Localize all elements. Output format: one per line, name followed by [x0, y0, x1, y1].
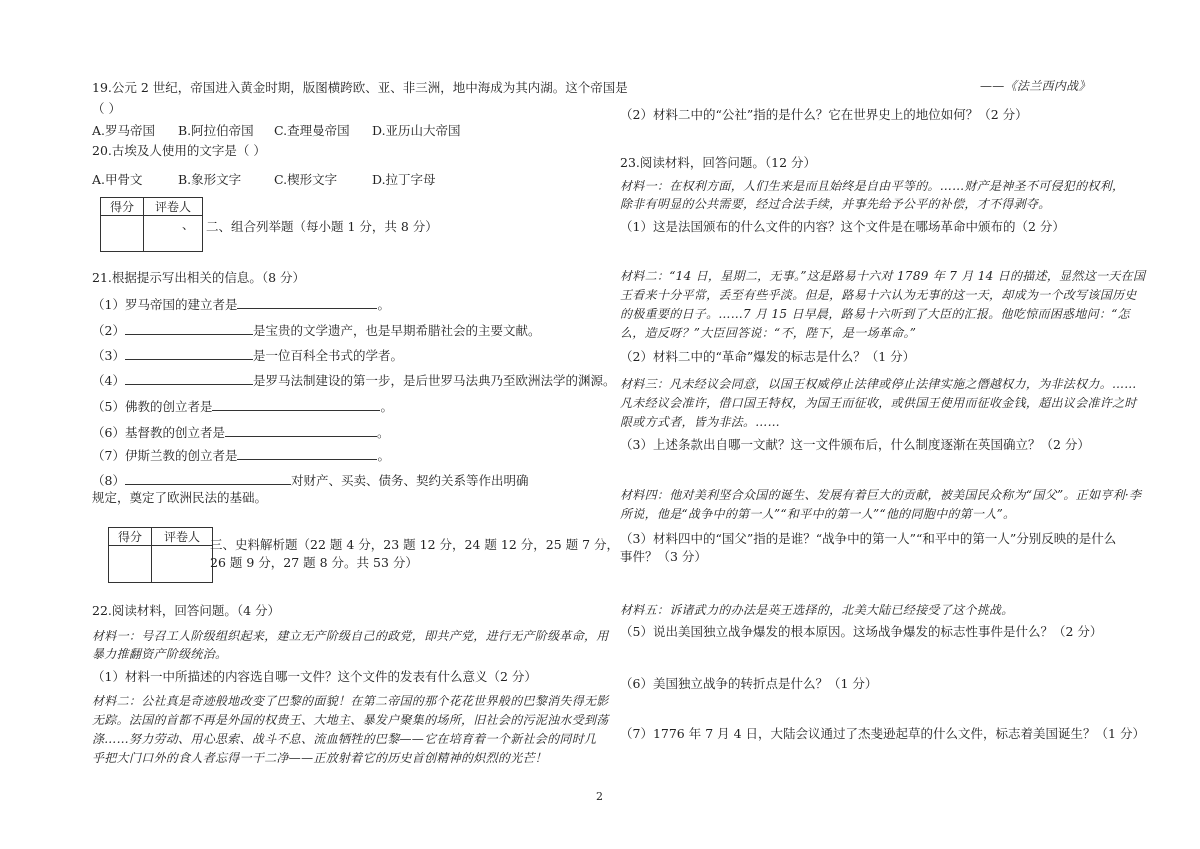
q19-option-a: A.罗马帝国	[92, 123, 156, 138]
material-5: 材料五：诉诸武力的办法是英王选择的，北美大陆已经接受了这个挑战。	[620, 603, 1014, 617]
q21-item-7: （7）伊斯兰教的创立者是 。	[92, 448, 390, 463]
q21-item-1: （1）罗马帝国的建立者是 。	[92, 297, 390, 312]
q22-material-1-continued: 暴力推翻资产阶级统治。	[92, 647, 228, 661]
q23-material-1-continued: 除非有明显的公共需要，经过合法手续，并事先给予公平的补偿，才不得剥夺。	[620, 197, 1051, 211]
score-box-section3	[108, 527, 213, 583]
q20-stem: 20.古埃及人使用的文字是（ ）	[92, 143, 266, 158]
q23-material-2: 材料二：“14 日，星期二，无事。”这是路易十六对 1789 年 7 月 14 日的描述，显然这一天在国	[620, 269, 1146, 283]
q21-item-3: （3） 是一位百科全书式的学者。	[92, 348, 403, 363]
section3-title: 三、史料解析题（22 题 4 分，23 题 12 分，24 题 12 分，25 题 7 分，	[210, 537, 620, 552]
q21-item-2: （2） 是宝贵的文学遗产，也是早期希腊社会的主要文献。	[92, 323, 541, 338]
q23-material-3: 材料三：凡未经议会同意，以国王权威停止法律或停止法律实施之僭越权力，为非法权力。……	[620, 377, 1137, 391]
section2-title: 二、组合列举题（每小题 1 分，共 8 分）	[206, 219, 438, 234]
question-3-continued: 事件？（3 分）	[620, 549, 707, 564]
q19-options	[92, 123, 461, 139]
material-source: ——《法兰西内战》	[980, 79, 1091, 93]
question-3-material-4: （3）材料四中的“国父”指的是谁？“战争中的第一人”“和平中的第一人”分别反映的是什么	[620, 531, 1117, 546]
answer-blank[interactable]	[125, 322, 253, 335]
q22-material-2-line2: 无踪。法国的首都不再是外国的权贵王、大地主、暴发户聚集的场所，旧社会的污泥浊水受到荡	[92, 713, 609, 727]
q19-paren: （ ）	[92, 101, 121, 116]
q23-material-3-line3: 限或方式者，皆为非法。……	[620, 415, 780, 429]
q23-material-2-line4: 么，造反呀？”大臣回答说：“不，陛下，是一场革命。”	[620, 326, 917, 340]
material-4: 材料四：他对美利坚合众国的诞生、发展有着巨大的贡献，被美国民众称为“国父”。正如亨利·李	[620, 488, 1142, 502]
page-number: 2	[596, 790, 603, 803]
q20-options	[92, 172, 436, 188]
question-7: （7）1776 年 7 月 4 日，大陆会议通过了杰斐逊起草的什么文件，标志着美国诞生？（1 分）	[620, 726, 1145, 741]
q20-option-c: C.楔形文字	[274, 172, 338, 187]
score-cell	[109, 546, 152, 583]
q20-option-a: A.甲骨文	[92, 172, 143, 187]
section3-title-continued: 26 题 9 分，27 题 8 分。共 53 分）	[210, 555, 418, 570]
q23-material-3-line2: 凡未经议会准许，借口国王特权，为国王而征收，或供国王使用而征收金钱，超出议会准许之时	[620, 396, 1137, 410]
score-cell	[101, 216, 144, 252]
q21-title: 21.根据提示写出相关的信息。（8 分）	[92, 270, 306, 285]
q22-material-2-line4: 乎把大门口外的食人者忘得一干二净——正放射着它的历史首创精神的炽烈的光芒！	[92, 751, 548, 765]
q23-material-2-line2: 王看来十分平常，丢至有些乎淡。但是，路易十六认为无事的这一天，却成为一个改写该国历史	[620, 288, 1137, 302]
q23-material-2-line3: 的极重要的日子。……7 月 15 日早晨，路易十六听到了大臣的汇报。他吃惊而困惑地问：“怎	[620, 307, 1130, 321]
grader-cell: 、	[144, 216, 203, 252]
q22-material-2-line3: 涤……努力劳动、用心思索、战斗不息、流血牺牲的巴黎——它在培育着一个新社会的同时几	[92, 732, 597, 746]
q22-title: 22.阅读材料，回答问题。（4 分）	[92, 603, 281, 618]
q22-material-1: 材料一：号召工人阶级组织起来，建立无产阶级自己的政党，即共产党，进行无产阶级革命，用	[92, 629, 609, 643]
q19-option-c: C.查理曼帝国	[274, 123, 350, 138]
q19-option-b: B.阿拉伯帝国	[178, 123, 254, 138]
grader-cell	[152, 546, 213, 583]
answer-blank[interactable]	[125, 372, 253, 385]
answer-blank[interactable]	[212, 398, 380, 411]
q19-option-d: D.亚历山大帝国	[372, 123, 461, 138]
score-header: 得分	[109, 528, 152, 546]
material-4-continued: 所说，他是“战争中的第一人”“和平中的第一人”“他的同胞中的第一人”。	[620, 507, 1016, 521]
q22-material-2: 材料二：公社真是奇迹般地改变了巴黎的面貌！在第二帝国的那个花花世界般的巴黎消失得无影	[92, 694, 609, 708]
q19-stem: 19.公元 2 世纪，帝国进入黄金时期，版图横跨欧、亚、非三洲，地中海成为其内湖。这个帝国是	[92, 80, 628, 95]
question-6: （6）美国独立战争的转折点是什么？（1 分）	[620, 676, 878, 691]
q23-question-3: （3）上述条款出自哪一文献？这一文件颁布后，什么制度逐渐在英国确立？（2 分）	[620, 437, 1090, 452]
score-box-section2	[100, 197, 203, 252]
q21-item-8-continued: 规定，奠定了欧洲民法的基础。	[92, 490, 268, 505]
q20-option-b: B.象形文字	[178, 172, 242, 187]
q23-title: 23.阅读材料，回答问题。（12 分）	[620, 155, 817, 170]
q23-question-1: （1）这是法国颁布的什么文件的内容？这个文件是在哪场革命中颁布的（2 分）	[620, 219, 1065, 234]
q21-item-8: （8） 对财产、买卖、债务、契约关系等作出明确	[92, 473, 529, 488]
grader-header: 评卷人	[152, 528, 213, 546]
q23-question-2: （2）材料二中的“革命”爆发的标志是什么？（1 分）	[620, 349, 916, 364]
answer-blank[interactable]	[225, 424, 377, 437]
answer-blank[interactable]	[125, 472, 291, 485]
q22-question-2: （2）材料二中的“公社”指的是什么？它在世界史上的地位如何？（2 分）	[620, 107, 1028, 122]
q21-item-5: （5）佛教的创立者是 。	[92, 399, 393, 414]
answer-blank[interactable]	[125, 347, 253, 360]
question-5: （5）说出美国独立战争爆发的根本原因。这场战争爆发的标志性事件是什么？（2 分）	[620, 624, 1103, 639]
q20-option-d: D.拉丁字母	[372, 172, 436, 187]
q21-item-6: （6）基督教的创立者是 。	[92, 425, 390, 440]
q22-question-1: （1）材料一中所描述的内容选自哪一文件？这个文件的发表有什么意义（2 分）	[92, 669, 537, 684]
score-header: 得分	[101, 198, 144, 216]
answer-blank[interactable]	[237, 447, 377, 460]
grader-header: 评卷人	[144, 198, 203, 216]
answer-blank[interactable]	[237, 296, 377, 309]
q21-item-4: （4） 是罗马法制建设的第一步，是后世罗马法典乃至欧洲法学的渊源。	[92, 373, 616, 388]
q23-material-1: 材料一：在权利方面，人们生来是而且始终是自由平等的。……财产是神圣不可侵犯的权利，	[620, 179, 1125, 193]
